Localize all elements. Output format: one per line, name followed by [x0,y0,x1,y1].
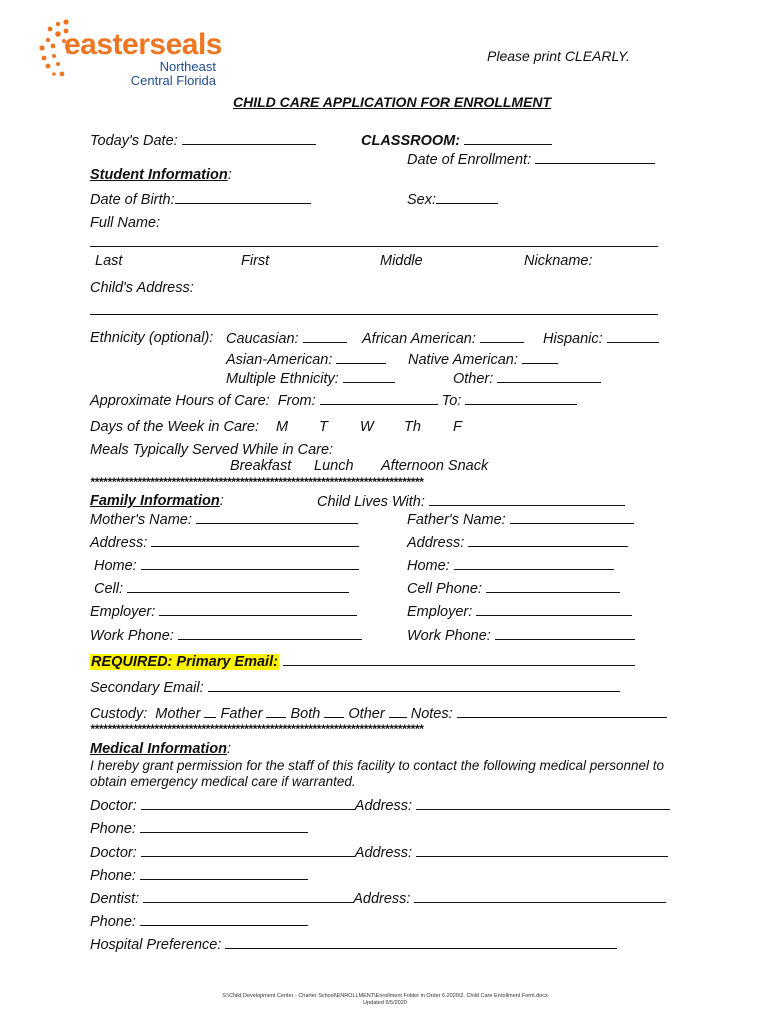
doctor-1-phone-field[interactable]: Phone: [90,820,308,837]
child-lives-field[interactable]: Child Lives With: [317,493,625,510]
medical-info-heading: Medical Information: [90,741,231,757]
childs-address-line[interactable] [90,314,658,315]
name-nickname-label: Nickname: [524,253,593,269]
ethnicity-hispanic[interactable]: Hispanic: [543,330,659,347]
permission-text: I hereby grant permission for the staff of this facility to contact the following medical personnel to obtain emergency medical care if warranted. [90,758,665,789]
ethnicity-label: Ethnicity (optional): [90,330,214,346]
logo-subtitle: Northeast Central Florida [130,59,216,88]
dentist-field[interactable]: Dentist: Address: [90,890,666,907]
mother-cell-field[interactable]: Cell: [94,580,349,597]
logo-wordmark: easterseals [64,28,222,61]
meal-snack[interactable]: Afternoon Snack [381,458,489,474]
meals-label: Meals Typically Served While in Care: [90,442,334,458]
childs-address-label: Child's Address: [90,280,194,296]
mother-employer-field[interactable]: Employer: [90,603,357,620]
ethnicity-caucasian[interactable]: Caucasian: [226,330,347,347]
ethnicity-other[interactable]: Other: [453,370,601,387]
name-first-label: First [241,253,270,269]
secondary-email-field[interactable]: Secondary Email: [90,679,620,696]
footer-updated: Updated 6/5/2020 [363,1000,407,1006]
sex-field[interactable]: Sex: [407,191,498,208]
doctor-2-phone-field[interactable]: Phone: [90,867,308,884]
father-home-field[interactable]: Home: [407,557,614,574]
days-label: Days of the Week in Care: [90,419,259,435]
page-title: CHILD CARE APPLICATION FOR ENROLLMENT [233,94,552,110]
ethnicity-native[interactable]: Native American: [408,351,558,368]
mother-work-phone-field[interactable]: Work Phone: [90,627,362,644]
family-info-heading: Family Information: [90,493,224,509]
dentist-phone-field[interactable]: Phone: [90,913,308,930]
print-note: Please print CLEARLY. [487,48,630,64]
mother-address-field[interactable]: Address: [90,534,359,551]
father-address-field[interactable]: Address: [407,534,628,551]
name-middle-label: Middle [380,253,423,269]
father-name-field[interactable]: Father's Name: [407,511,634,528]
father-work-phone-field[interactable]: Work Phone: [407,627,635,644]
divider-stars: ****************************************************************************** [90,475,424,489]
todays-date-field[interactable]: Today's Date: [90,132,316,149]
father-employer-field[interactable]: Employer: [407,603,632,620]
ethnicity-multiple[interactable]: Multiple Ethnicity: [226,370,395,387]
footer-path: S:\Child Development Center - Charter School\ENROLLMENT\Enrollment Folder in Order 6.2020\2. Child Care Enrollment Form.docx [222,993,548,999]
custody-field[interactable]: Custody: Mother Father Both Other Notes: [90,705,667,722]
day-w[interactable]: W [360,419,374,435]
meal-lunch[interactable]: Lunch [314,458,354,474]
day-th[interactable]: Th [404,419,421,435]
date-enrollment-field[interactable]: Date of Enrollment: [407,151,655,168]
full-name-line[interactable] [90,246,658,247]
hours-field[interactable]: Approximate Hours of Care: From: To: [90,392,577,409]
full-name-label: Full Name: [90,215,161,231]
day-f[interactable]: F [453,419,462,435]
hospital-field[interactable]: Hospital Preference: [90,936,617,953]
meal-breakfast[interactable]: Breakfast [230,458,292,474]
doctor-1-field[interactable]: Doctor: Address: [90,797,670,814]
mother-name-field[interactable]: Mother's Name: [90,511,358,528]
name-last-label: Last [95,253,123,269]
day-m[interactable]: M [276,419,289,435]
classroom-field[interactable]: CLASSROOM: [361,132,552,149]
required-badge: REQUIRED: Primary Email: [91,654,278,670]
father-cell-field[interactable]: Cell Phone: [407,580,620,597]
dob-field[interactable]: Date of Birth: [90,191,311,208]
divider-stars-2: ****************************************************************************** [90,722,424,736]
primary-email-field[interactable] [90,653,635,670]
day-t[interactable]: T [319,419,328,435]
ethnicity-asian[interactable]: Asian-American: [226,351,386,368]
logo [38,14,228,94]
doctor-2-field[interactable]: Doctor: Address: [90,844,668,861]
mother-home-field[interactable]: Home: [94,557,359,574]
student-info-heading: Student Information: [90,167,232,183]
ethnicity-african[interactable]: African American: [362,330,524,347]
